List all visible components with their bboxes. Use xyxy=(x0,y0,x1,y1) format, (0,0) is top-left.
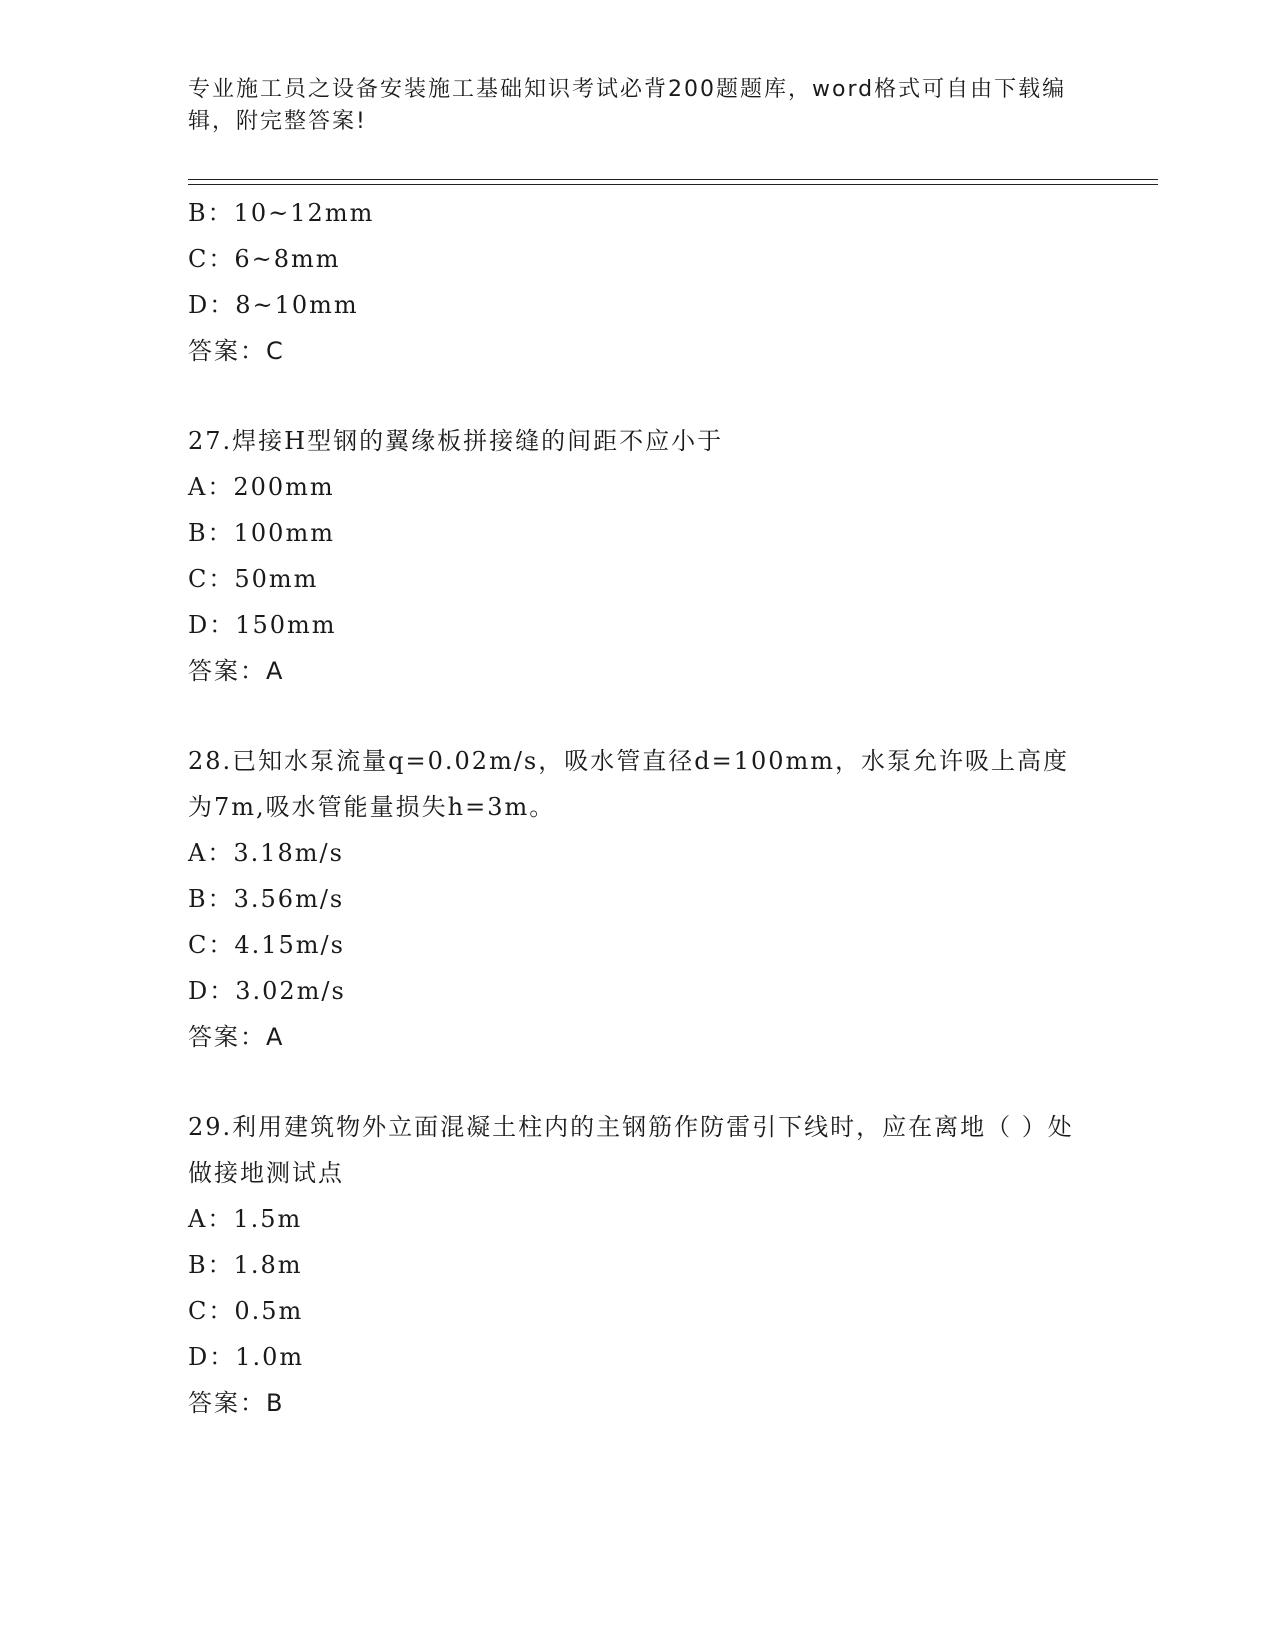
document-header: 专业施工员之设备安装施工基础知识考试必背200题题库，word格式可自由下载编辑，附完整答案! xyxy=(188,77,1067,134)
option-b: B：3.56m/s xyxy=(188,885,345,913)
option-b: B：10~12mm xyxy=(188,199,375,227)
option-d: D：1.0m xyxy=(188,1343,305,1371)
header-divider-double xyxy=(188,184,1158,185)
option-c: C：4.15m/s xyxy=(188,931,345,959)
answer-line: 答案：B xyxy=(188,1389,285,1417)
option-a: A：200mm xyxy=(188,473,335,501)
option-d: D：150mm xyxy=(188,611,337,639)
question-stem: 29.利用建筑物外立面混凝土柱内的主钢筋作防雷引下线时，应在离地（ ）处做接地测试点 xyxy=(188,1113,1074,1187)
option-b: B：1.8m xyxy=(188,1251,303,1279)
option-c: C：50mm xyxy=(188,565,319,593)
option-b: B：100mm xyxy=(188,519,335,547)
spacer xyxy=(188,374,1088,418)
spacer xyxy=(188,694,1088,738)
option-a: A：1.5m xyxy=(188,1205,303,1233)
spacer xyxy=(188,1060,1088,1104)
header-divider xyxy=(188,179,1158,180)
option-d: D：3.02m/s xyxy=(188,977,346,1005)
question-28 xyxy=(188,738,1088,1060)
question-stem: 27.焊接H型钢的翼缘板拼接缝的间距不应小于 xyxy=(188,427,724,455)
answer-line: 答案：A xyxy=(188,1023,285,1051)
question-list xyxy=(188,190,1088,1426)
answer-line: 答案：C xyxy=(188,337,285,365)
option-d: D：8~10mm xyxy=(188,291,359,319)
option-a: A：3.18m/s xyxy=(188,839,344,867)
question-29 xyxy=(188,1104,1088,1426)
answer-line: 答案：A xyxy=(188,657,285,685)
option-c: C：0.5m xyxy=(188,1297,304,1325)
question-27 xyxy=(188,418,1088,694)
option-c: C：6~8mm xyxy=(188,245,341,273)
question-partial xyxy=(188,190,1088,374)
question-stem: 28.已知水泵流量q=0.02m/s，吸水管直径d=100mm，水泵允许吸上高度为7m,吸水管能量损失h=3m。 xyxy=(188,747,1070,821)
